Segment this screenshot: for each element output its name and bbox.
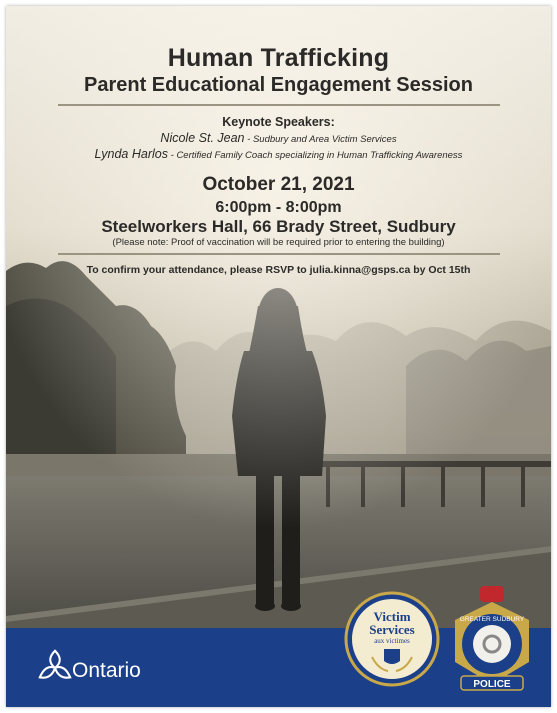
police-ring-text: GREATER SUDBURY <box>459 616 525 623</box>
divider-top <box>58 104 500 106</box>
event-venue: Steelworkers Hall, 66 Brady Street, Sudbury <box>101 217 456 236</box>
vaccination-note: (Please note: Proof of vaccination will be required prior to entering the building) <box>112 237 445 248</box>
foggy-lake-photo <box>6 6 551 636</box>
ontario-label: Ontario <box>72 659 141 682</box>
speaker-name: Nicole St. Jean <box>160 131 245 145</box>
rsvp-line: To confirm your attendance, please RSVP to julia.kinna@gsps.ca by Oct 15th <box>86 264 471 276</box>
greater-sudbury-police-crest <box>447 584 537 699</box>
speaker-1 <box>6 131 551 145</box>
event-date: October 21, 2021 <box>202 174 355 195</box>
victim-services-logo <box>344 591 440 687</box>
speaker-name: Lynda Harlos <box>94 147 168 161</box>
victim-services-line-2: Services <box>369 622 415 637</box>
title-line-1: Human Trafficking <box>167 44 390 72</box>
event-poster <box>6 6 551 707</box>
speaker-description: Sudbury and Area Victim Services <box>252 134 397 145</box>
speaker-description: Certified Family Coach specializing in Human Trafficking Awareness <box>176 150 463 161</box>
police-label: POLICE <box>473 679 511 690</box>
speaker-2 <box>6 147 551 161</box>
trillium-icon <box>36 647 74 685</box>
divider-bottom <box>58 253 500 255</box>
victim-services-line-3: aux victimes <box>374 637 410 645</box>
speaker-separator: - <box>167 150 177 161</box>
victim-services-line-1: Victim <box>373 609 411 624</box>
title-line-2: Parent Educational Engagement Session <box>84 74 473 96</box>
keynote-heading: Keynote Speakers: <box>222 115 335 129</box>
speaker-separator: - <box>244 134 253 145</box>
event-time: 6:00pm - 8:00pm <box>215 199 342 216</box>
